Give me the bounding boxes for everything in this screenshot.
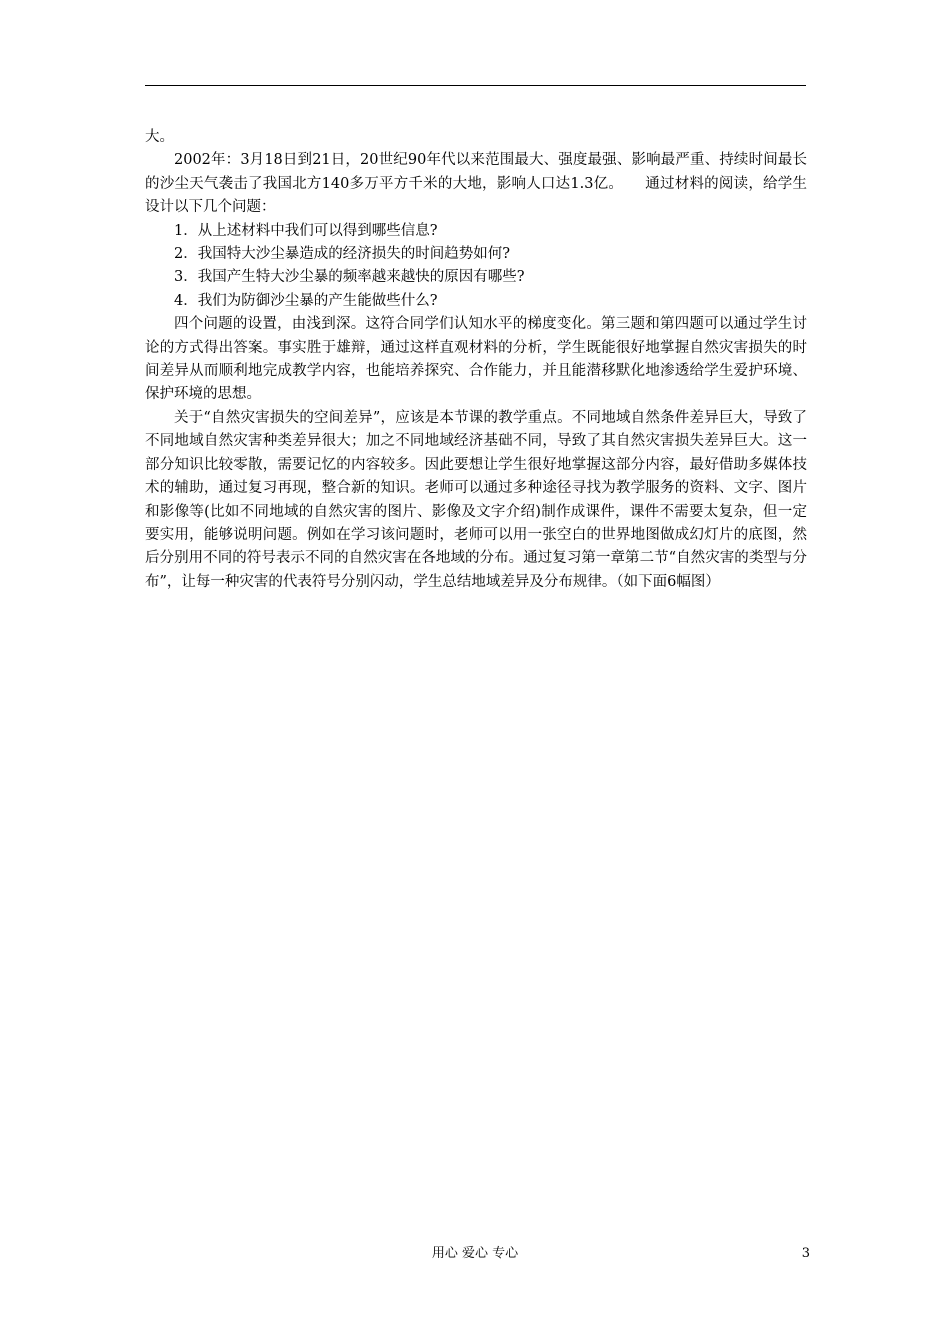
question-1: 1．从上述材料中我们可以得到哪些信息? [174,222,438,239]
paragraph-continuation: 大。 [145,129,174,145]
paragraph-spatial-difference: 关于“自然灾害损失的空间差异”，应该是本节课的教学重点。不同地域自然条件差异巨大，导致了不同地域自然灾害种类差异很大；加之不同地域经济基础不同，导致了其自然灾害损失差异巨大。这一部分知识比较零散，需要记忆的内容较多。因此要想让学生很好地掌握这部分内容，最好借助多媒体技术的辅助，通过复习再现，整合新的知识。老师可以通过多种途径寻找为教学服务的资料、文字、图片和影像等(比如不同地域的自然灾害的图片、影像及文字介绍)制作成课件，课件不需要太复杂，但一定要实用，能够说明问题。例如在学习该问题时，老师可以用一张空白的世界地图做成幻灯片的底图，然后分别用不同的符号表示不同的自然灾害在各地域的分布。通过复习第一章第二节“自然灾害的类型与分布”，让每一种灾害的代表符号分别闪动，学生总结地域差异及分布规律。（如下面6幅图） [145,409,807,590]
page-number: 3 [801,1246,810,1261]
paragraph-question-design: 四个问题的设置，由浅到深。这符合同学们认知水平的梯度变化。第三题和第四题可以通过学生讨论的方式得出答案。事实胜于雄辩，通过这样直观材料的分析，学生既能很好地掌握自然灾害损失的时间差异从而顺利地完成教学内容，也能培养探究、合作能力，并且能潜移默化地渗透给学生爱护环境、保护环境的思想。 [145,316,807,403]
question-3: 3．我国产生特大沙尘暴的频率越来越快的原因有哪些? [174,269,525,286]
footer-motto: 用心 爱心 专心 [431,1246,519,1261]
header-rule [145,85,806,86]
paragraph-sandstorm-2002: 2002年：3月18日到21日，20世纪90年代以来范围最大、强度最强、影响最严重、持续时间最长的沙尘天气袭击了我国北方140多万平方千米的大地，影响人口达1.3亿。 通过材料的阅读，给学生设计以下几个问题： [145,152,807,216]
question-2: 2．我国特大沙尘暴造成的经济损失的时间趋势如何? [174,246,510,263]
question-4: 4．我们为防御沙尘暴的产生能做些什么? [174,292,438,309]
document-body [145,126,807,594]
